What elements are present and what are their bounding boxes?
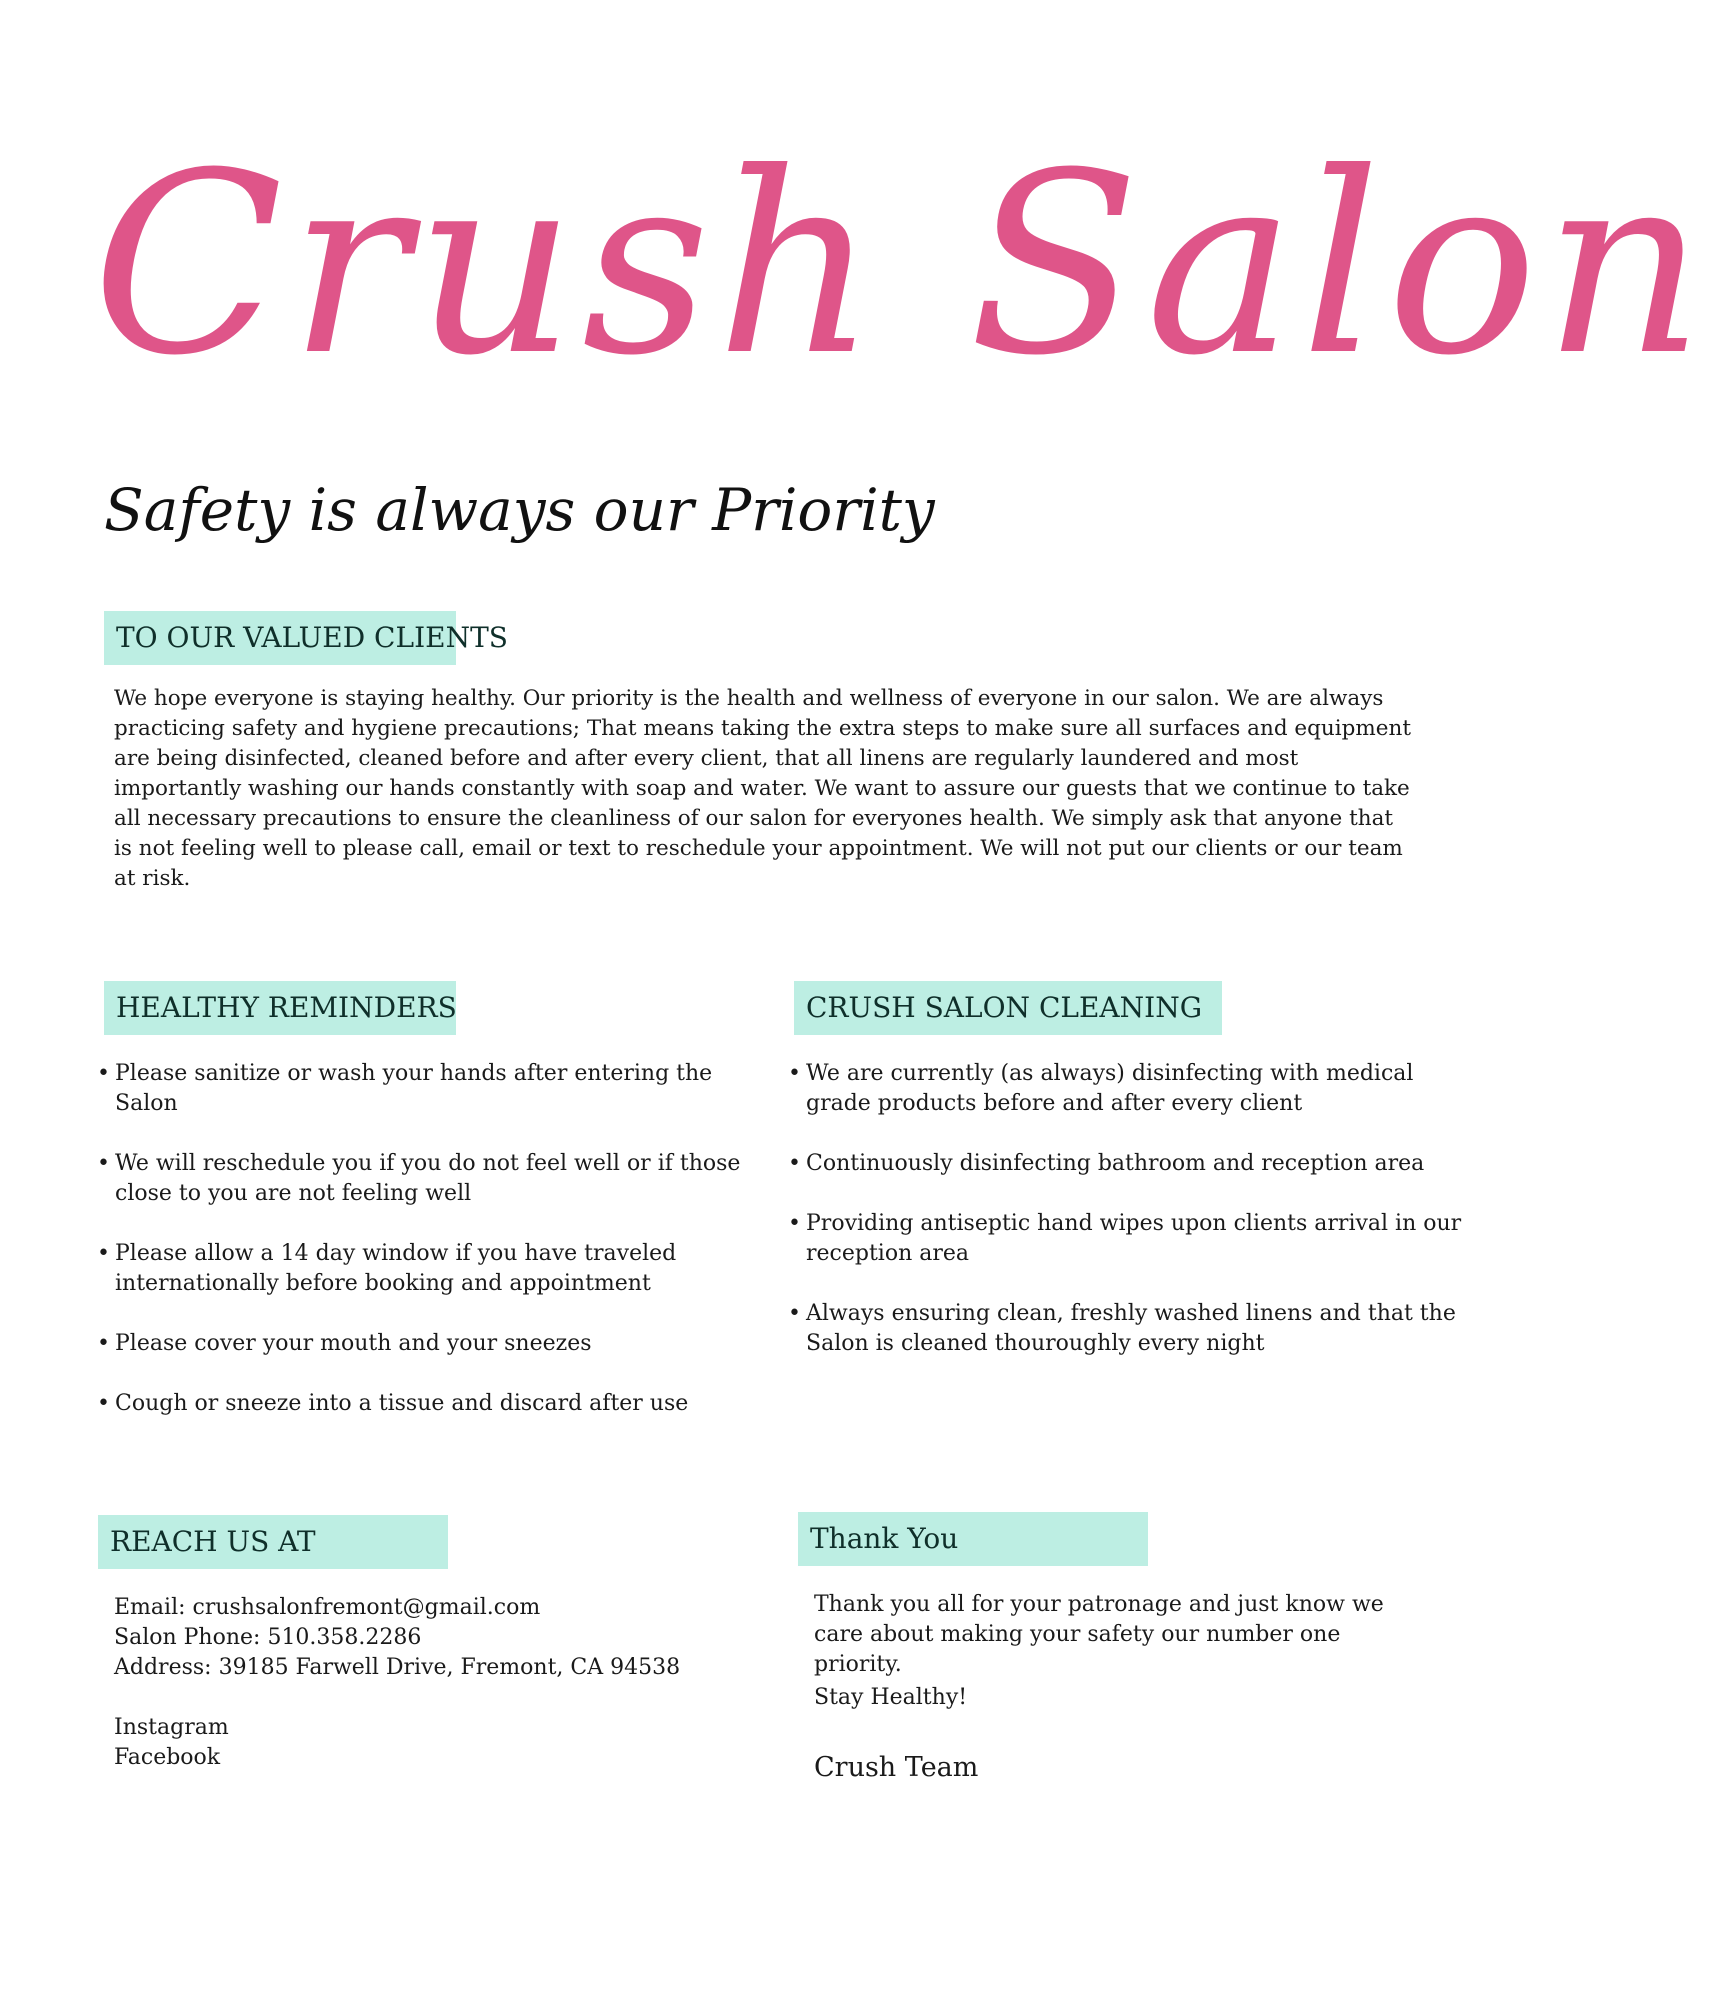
- contact-details: [114, 1593, 754, 1773]
- instagram-link[interactable]: Instagram: [114, 1715, 229, 1740]
- contact-heading: REACH US AT: [98, 1515, 448, 1569]
- list-item: • Please sanitize or wash your hands after entering the Salon: [97, 1059, 762, 1119]
- list-item: • Please allow a 14 day window if you have traveled internationally before booking and appointment: [97, 1239, 762, 1299]
- thanks-heading: Thank You: [798, 1512, 1148, 1566]
- contact-address: Address: 39185 Farwell Drive, Fremont, CA 94538: [114, 1655, 681, 1680]
- cleaning-list: [788, 1059, 1478, 1389]
- list-item: • We are currently (as always) disinfecting with medical grade products before and after every client: [788, 1059, 1478, 1119]
- reminders-heading: HEALTHY REMINDERS: [104, 981, 456, 1035]
- list-item: • Cough or sneeze into a tissue and discard after use: [97, 1389, 762, 1419]
- intro-heading: TO OUR VALUED CLIENTS: [104, 611, 456, 665]
- tagline: Safety is always our Priority: [104, 476, 935, 544]
- reminders-list: [97, 1059, 762, 1449]
- list-item: • Please cover your mouth and your sneezes: [97, 1329, 762, 1359]
- facebook-link[interactable]: Facebook: [114, 1745, 221, 1770]
- brand-title: Crush Salon: [92, 119, 1710, 410]
- thanks-closing: Stay Healthy!: [814, 1685, 968, 1710]
- thanks-body: Thank you all for your patronage and just know we care about making your safety our number one priority.: [814, 1592, 1384, 1677]
- intro-body: We hope everyone is staying healthy. Our priority is the health and wellness of everyone in our salon. We are always practicing safety and hygiene precautions; That means taking the extra steps to make sure all surfaces and equipment are being disinfected, cleaned before and after every client, that all linens are regularly laundered and most importantly washing our hands constantly with soap and water. We want to assure our guests that we continue to take all necessary precautions to ensure the cleanliness of our salon for everyones health. We simply ask that anyone that is not feeling well to please call, email or text to reschedule your appointment. We will not put our clients or our team at risk.: [114, 686, 1411, 891]
- spacer: [114, 1683, 754, 1713]
- list-item: • Continuously disinfecting bathroom and reception area: [788, 1149, 1478, 1179]
- cleaning-heading: CRUSH SALON CLEANING: [794, 981, 1222, 1035]
- list-item: • Always ensuring clean, freshly washed linens and that the Salon is cleaned thouroughly every night: [788, 1299, 1478, 1359]
- list-item: • We will reschedule you if you do not feel well or if those close to you are not feeling well: [97, 1149, 762, 1209]
- contact-email[interactable]: Email: crushsalonfremont@gmail.com: [114, 1595, 541, 1620]
- list-item: • Providing antiseptic hand wipes upon clients arrival in our reception area: [788, 1209, 1478, 1269]
- contact-phone[interactable]: Salon Phone: 510.358.2286: [114, 1625, 422, 1650]
- signature: Crush Team: [814, 1752, 979, 1783]
